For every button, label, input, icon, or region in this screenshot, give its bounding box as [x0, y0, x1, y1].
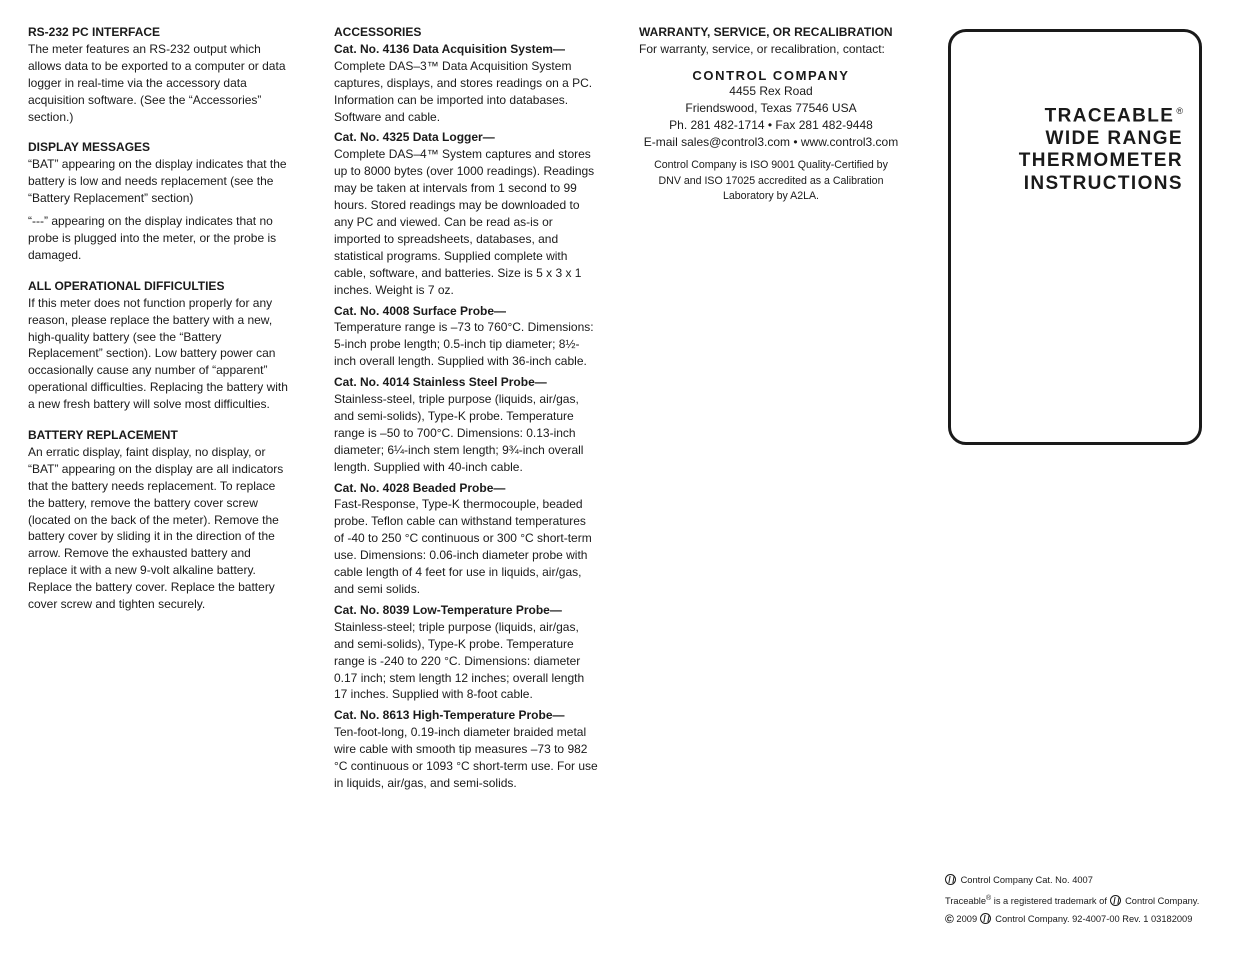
footer-trademark: [945, 890, 1199, 911]
control-company-logo-icon: [980, 913, 991, 924]
title-line-traceable: [1019, 100, 1183, 128]
section-heading: RS-232 PC INTERFACE: [28, 25, 161, 39]
footer-doc-number: Control Company. 92-4007-00 Rev. 1 03182009: [995, 914, 1193, 925]
accessory-body: Stainless-steel, triple purpose (liquids, air/gas, and semi-solids), Type-K probe. Temperature range is –50 to 700°C. Dimensions: 0.13-inch diameter; 6¼-inch stem length; 9¾-inch overall length. Supplied with 40-inch cable.: [334, 392, 584, 474]
address-city: Friendswood, Texas 77546 USA: [685, 100, 857, 115]
title-line-instructions: INSTRUCTIONS: [1023, 172, 1183, 194]
control-company-logo-icon: [945, 874, 956, 885]
accessory-item: [334, 374, 598, 475]
title-line-wide-range: WIDE RANGE: [1045, 127, 1183, 149]
section-paragraph: “BAT” appearing on the display indicates that the battery is low and needs replacement (see the “Battery Replacement” section): [28, 157, 287, 206]
accessory-title: Cat. No. 8613 High-Temperature Probe—: [334, 708, 565, 723]
title-traceable-word: TRACEABLE: [1044, 105, 1175, 127]
copyright-icon: ©: [945, 912, 954, 927]
accessory-title: Cat. No. 4136 Data Acquisition System—: [334, 41, 565, 56]
title-line-thermometer: THERMOMETER: [1018, 150, 1183, 172]
warranty-heading: WARRANTY, SERVICE, OR RECALIBRATION: [639, 25, 893, 39]
accessory-body: Stainless-steel; triple purpose (liquids, air/gas, and semi-solids), Type-K probe. Temperature range is -240 to 220 °C. Dimensions: diameter 0.17 inch; stem length 12 inches; overall length 17 inches. Supplied with 8-foot cable.: [334, 619, 585, 702]
section-paragraph: The meter features an RS-232 output which allows data to be exported to a computer or data logger in real-time via the accessory data acquisition software. (See the “Accessories” section.): [28, 41, 286, 124]
footer-company: Control Company.: [1125, 895, 1200, 906]
section-battery-replacement: [28, 427, 290, 613]
control-company-logo-icon: [1110, 895, 1121, 906]
footer-traceable: Traceable: [945, 895, 986, 906]
section-paragraph: An erratic display, faint display, no display, or “BAT” appearing on the display are all indicators that the battery needs replacement. To replace the battery, remove the battery cover screw (located on the back of the meter). Remove the battery cover by sliding it in the direction of the arrow. Remove the exhausted battery and replace it with a new 9-volt alkaline battery. Replace the battery cover. Replace the battery cover screw and tighten securely.: [28, 444, 284, 612]
column-operation: [28, 24, 290, 627]
accessory-title: Cat. No. 4014 Stainless Steel Probe—: [334, 375, 547, 390]
document-title: [1019, 100, 1183, 195]
registered-mark: ®: [1176, 106, 1183, 116]
column-warranty: [639, 24, 903, 204]
footer: [945, 871, 1199, 929]
accessory-item: [334, 129, 598, 298]
section-heading: BATTERY REPLACEMENT: [28, 428, 178, 443]
section-operational-difficulties: [28, 278, 290, 413]
certification-note: Control Company is ISO 9001 Quality-Certified by DNV and ISO 17025 accredited as a Calibration Laboratory by A2LA.: [654, 159, 888, 203]
accessory-body: Temperature range is –73 to 760°C. Dimensions: 5-inch probe length; 0.5-inch tip diameter; 8½-inch overall length. Supplied with 36-inch cable.: [334, 320, 594, 369]
section-rs232: [28, 24, 290, 125]
footer-cat-no: [945, 871, 1199, 890]
section-heading: ALL OPERATIONAL DIFFICULTIES: [28, 278, 225, 293]
accessory-item: [334, 41, 598, 126]
accessory-body: Complete DAS–4™ System captures and stores up to 8000 bytes (over 1000 readings). Readings may be taken at intervals from 1 second to 99 hours. Stored readings may be downloaded to any PC and viewed. Can be read as-is or imported to spreadsheets, databases, and statistical programs. Supplied complete with cable, software, and batteries. Size is 5 x 3 x 1 inches. Weight is 7 oz.: [334, 147, 595, 297]
address-street: 4455 Rex Road: [729, 83, 813, 98]
footer-copyright: [945, 910, 1199, 929]
section-heading: DISPLAY MESSAGES: [28, 140, 151, 155]
accessory-title: Cat. No. 4325 Data Logger—: [334, 130, 495, 145]
accessory-body: Complete DAS–3™ Data Acquisition System captures, displays, and stores readings on a PC. Information can be imported into databases. Software and cable.: [334, 58, 593, 124]
accessory-item: [334, 602, 598, 703]
warranty-intro: For warranty, service, or recalibration, contact:: [639, 41, 885, 56]
accessory-item: [334, 303, 598, 371]
accessory-body: Fast-Response, Type-K thermocouple, beaded probe. Teflon cable can withstand temperatures of -40 to 250 °C continuous or 300 °C short-term use. Dimensions: 0.06-inch diameter probe with cable length of 4 feet for use in liquids, air/gas, and semi solids.: [334, 497, 592, 596]
accessory-item: [334, 480, 598, 598]
accessory-body: Ten-foot-long, 0.19-inch diameter braided metal wire cable with smooth tip measures –73 to 982 °C continuous or 1093 °C short-term use. For use in liquids, air/gas, and semi-solids.: [334, 725, 598, 790]
title-panel: [948, 29, 1202, 445]
footer-cat-text: Control Company Cat. No. 4007: [960, 875, 1093, 885]
section-paragraph: “---” appearing on the display indicates that no probe is plugged into the meter, or the probe is damaged.: [28, 214, 277, 262]
accessory-item: [334, 707, 598, 792]
email-web: E-mail sales@control3.com • www.control3.com: [643, 134, 899, 149]
accessory-title: Cat. No. 8039 Low-Temperature Probe—: [334, 602, 562, 617]
accessory-title: Cat. No. 4028 Beaded Probe—: [334, 480, 506, 495]
column-accessories: [334, 24, 598, 796]
footer-trademark-text: is a registered trademark of: [991, 895, 1110, 906]
company-name: CONTROL COMPANY: [692, 67, 850, 83]
section-paragraph: If this meter does not function properly for any reason, please replace the battery with a new, high-quality battery (see the “Battery Replacement” section). Low battery power can occasionally cause any number of “apparent” operational difficulties. Replacing the battery with a new fresh battery will solve most difficulties.: [28, 295, 288, 412]
footer-reg-mark: ®: [986, 894, 992, 902]
footer-year: 2009: [953, 914, 980, 925]
phone-fax: Ph. 281 482-1714 • Fax 281 482-9448: [669, 117, 873, 132]
section-display-messages: [28, 139, 290, 263]
accessory-title: Cat. No. 4008 Surface Probe—: [334, 303, 507, 318]
accessories-heading: ACCESSORIES: [334, 25, 422, 39]
